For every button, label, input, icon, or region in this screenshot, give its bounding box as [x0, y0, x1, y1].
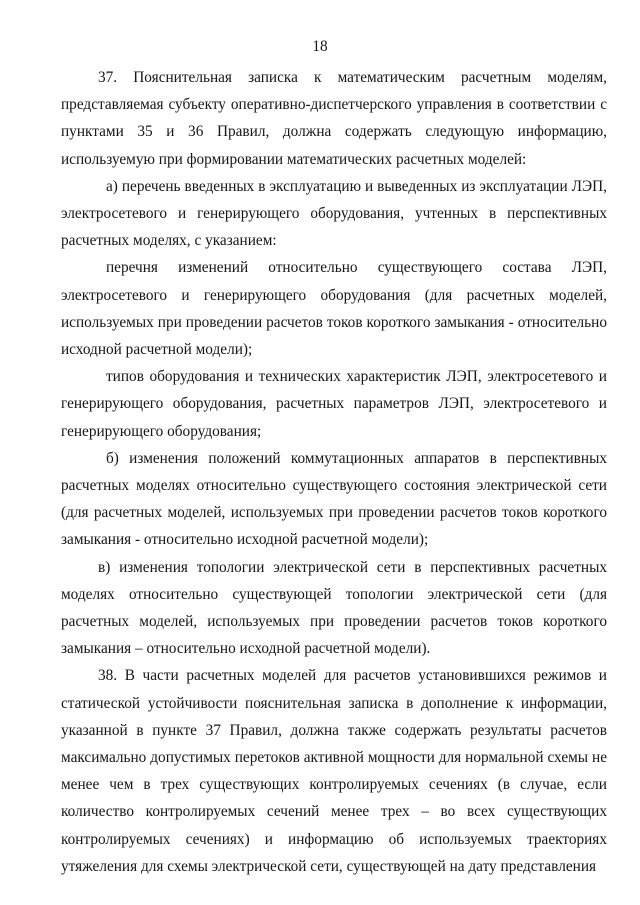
paragraph-38: 38. В части расчетных моделей для расчетов установившихся режимов и статической устойчивости пояснительная записка в дополнение к информации, указанной в пункте 37 Правил, должна также содержать результаты расчетов максимально допустимых перетоков активной мощности для нормальной схемы не менее чем в трех существующих контролируемых сечениях (в случае, если количество контролируемых сечений менее трех – во всех существующих контролируемых сечениях) и информацию об используемых траекториях утяжеления для схемы электрической сети, существующей на дату представления [61, 667, 607, 875]
paragraph-37: 37. Пояснительная записка к математическим расчетным моделям, представляемая субъекту оперативно-диспетчерского управления в соответствии с пунктами 35 и 36 Правил, должна содержать следующую информацию, используемую при формировании математических расчетных моделей: [61, 69, 607, 168]
paragraph-37-a-equipment-types: типов оборудования и технических характеристик ЛЭП, электросетевого и генерирующего оборудования, расчетных параметров ЛЭП, электросетевого и генерирующего оборудования; [61, 368, 607, 440]
paragraph-37-c: в) изменения топологии электрической сети в перспективных расчетных моделях относительно существующей топологии электрической сети (для расчетных моделей, используемых при проведении расчетов токов короткого замыкания – относительно исходной расчетной модели). [61, 558, 607, 658]
page-number: 18 [312, 38, 328, 55]
paragraph-37-a: а) перечень введенных в эксплуатацию и выведенных из эксплуатации ЛЭП, электросетевого и генерирующего оборудования, учтенных в перспективных расчетных моделях, с указанием: [61, 177, 607, 250]
paragraph-37-a-list-changes: перечня изменений относительно существующего состава ЛЭП, электросетевого и генерирующего оборудования (для расчетных моделей, используемых при проведении расчетов токов короткого замыкания - относительно исходной расчетной модели); [61, 259, 607, 359]
paragraph-37-b: б) изменения положений коммутационных аппаратов в перспективных расчетных моделях относительно существующего состояния электрической сети (для расчетных моделей, используемых при проведении расчетов токов короткого замыкания - относительно исходной расчетной модели); [61, 449, 607, 549]
document-body [61, 64, 607, 880]
